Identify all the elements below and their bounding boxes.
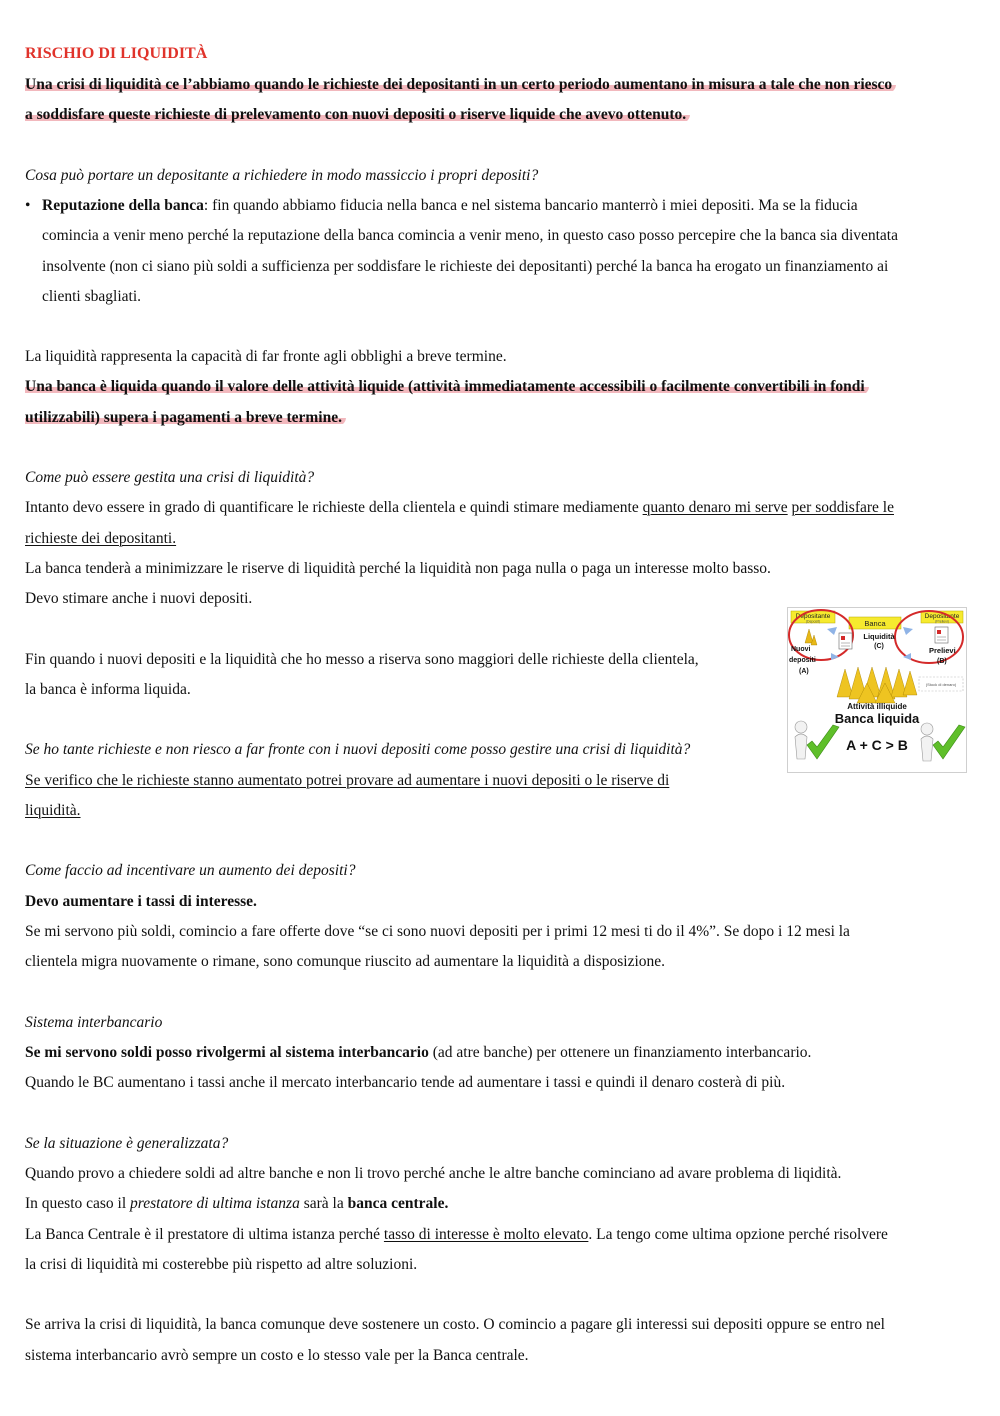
liquid-bank-diagram xyxy=(787,607,967,773)
answer-line-1: Se verifico che le richieste stanno aumentato potrei provare ad aumentare i nuovi depositi o le riserve di xyxy=(25,772,670,789)
depositante-left-label: Depositante xyxy=(795,613,831,620)
general-line-2: In questo caso il prestatore di ultima istanza sarà la banca centrale. xyxy=(25,1195,449,1212)
bullet-reputation: • Reputazione della banca: fin quando abbiamo fiducia nella banca e nel sistema bancario manterrò i miei depositi. Ma se la fiducia xyxy=(25,197,858,214)
bullet-line-2: comincia a venir meno perché la reputazione della banca comincia a venir meno, in questo caso posso percepire che la banca sia diventata xyxy=(42,227,898,244)
stock-label: (Stock di denaro) xyxy=(925,682,957,687)
formula-label: A + C > B xyxy=(846,737,908,753)
prelievi-label: Prelievi xyxy=(929,646,956,655)
general-line-3: La Banca Centrale è il prestatore di ultima istanza perché tasso di interesse è molto elevato. La tengo come ultima opzione perché risolvere xyxy=(25,1226,888,1243)
bullet-line-3: insolvente (non ci siano più soldi a sufficienza per soddisfare le richieste dei depositanti) perché la banca ha erogato un finanziamento ai xyxy=(42,258,889,275)
liquid-line-2: la banca è informa liquida. xyxy=(25,681,191,698)
general-heading: Se la situazione è generalizzata? xyxy=(25,1135,229,1152)
b-label: (B) xyxy=(937,658,947,665)
general-line-1: Quando provo a chiedere soldi ad altre banche e non li trovo perché anche le altre banche cominciano ad avare problema di liqidità. xyxy=(25,1165,842,1182)
manage-line-3: La banca tenderà a minimizzare le riserve di liquidità perché la liquidità non paga nulla o paga un interesse molto basso. xyxy=(25,560,771,577)
depositante-right-sub: (Prelievi) xyxy=(935,619,949,624)
attivita-label: Attività illiquide xyxy=(847,702,907,711)
question-crisis: Se ho tante richieste e non riesco a far fronte con i nuovi depositi come posso gestire una crisi di liquidità? xyxy=(25,741,691,758)
bullet-line-4: clienti sbagliati. xyxy=(42,288,142,305)
rates-bold: Devo aumentare i tassi di interesse. xyxy=(25,893,257,910)
manage-line-2: richieste dei depositanti. xyxy=(25,530,177,547)
question-deposits: Cosa può portare un depositante a richiedere in modo massiccio i propri depositi? xyxy=(25,167,539,184)
answer-line-2: liquidità. xyxy=(25,802,81,819)
depositante-right-label: Depositante xyxy=(924,613,960,620)
bullet-term: Reputazione della banca xyxy=(42,197,204,214)
left-figure-icon xyxy=(795,721,807,759)
liquid-bank-line-1: Una banca è liquida quando il valore delle attività liquide (attività immediatamente accessibili o facilmente convertibili in fondi xyxy=(25,377,869,397)
question-incentive: Come faccio ad incentivare un aumento dei depositi? xyxy=(25,862,356,879)
depositante-left-sub: (Deposit) xyxy=(805,619,821,624)
banca-label: Banca xyxy=(864,619,886,628)
document-left-icon xyxy=(839,633,852,649)
question-manage: Come può essere gestita una crisi di liquidità? xyxy=(25,469,315,486)
interbank-line-1: Se mi servono soldi posso rivolgermi al sistema interbancario (ad atre banche) per ottenere un finanziamento interbancario. xyxy=(25,1044,812,1061)
intro-line-2: a soddisfare queste richieste di prelevamento con nuovi depositi o riserve liquide che avevo ottenuto. xyxy=(25,105,690,125)
intro-line-1: Una crisi di liquidità ce l’abbiamo quando le richieste dei depositanti in un certo periodo aumentano in misura a tale che non riesco xyxy=(25,75,896,95)
manage-line-4: Devo stimare anche i nuovi depositi. xyxy=(25,590,253,607)
interbank-line-2: Quando le BC aumentano i tassi anche il mercato interbancario tende ad aumentare i tassi e quindi il denaro costerà di più. xyxy=(25,1074,786,1091)
liquid-bank-line-2: utilizzabili) supera i pagamenti a breve termine. xyxy=(25,408,346,428)
closing-line-2: sistema interbancario avrò sempre un costo e lo stesso vale per la Banca centrale. xyxy=(25,1347,529,1364)
closing-line-1: Se arriva la crisi di liquidità, la banca comunque deve sostenere un costo. O comincio a pagare gli interessi sui depositi oppure se entro nel xyxy=(25,1316,885,1333)
liquid-line-1: Fin quando i nuovi depositi e la liquidità che ho messo a riserva sono maggiori delle richieste della clientela, xyxy=(25,651,699,668)
document-right-icon xyxy=(935,627,948,643)
general-line-4: la crisi di liquidità mi costerebbe più rispetto ad altre soluzioni. xyxy=(25,1256,418,1273)
a-label: (A) xyxy=(799,668,809,675)
liquidity-definition: La liquidità rappresenta la capacità di far fronte agli obblighi a breve termine. xyxy=(25,348,507,365)
right-figure-icon xyxy=(921,723,933,761)
depositi-label: depositi xyxy=(789,657,816,664)
banca-liquida-label: Banca liquida xyxy=(834,711,920,726)
c-label: (C) xyxy=(874,643,884,650)
bullet-symbol: • xyxy=(25,197,31,214)
rates-line-2: clientela migra nuovamente o rimane, sono comunque riuscito ad aumentare la liquidità a disposizione. xyxy=(25,953,666,970)
liquidita-label: Liquidità xyxy=(863,632,895,641)
manage-line-1: Intanto devo essere in grado di quantificare le richieste della clientela e quindi stimare mediamente quanto denaro mi serve per soddisfare le xyxy=(25,499,894,516)
nuovi-label: Nuovi xyxy=(791,646,811,653)
rates-line-1: Se mi servono più soldi, comincio a fare offerte dove “se ci sono nuovi depositi per i primi 12 mesi ti do il 4%”. Se dopo i 12 mesi la xyxy=(25,923,850,940)
interbank-heading: Sistema interbancario xyxy=(25,1014,163,1031)
page-title: RISCHIO DI LIQUIDITÀ xyxy=(25,45,208,62)
